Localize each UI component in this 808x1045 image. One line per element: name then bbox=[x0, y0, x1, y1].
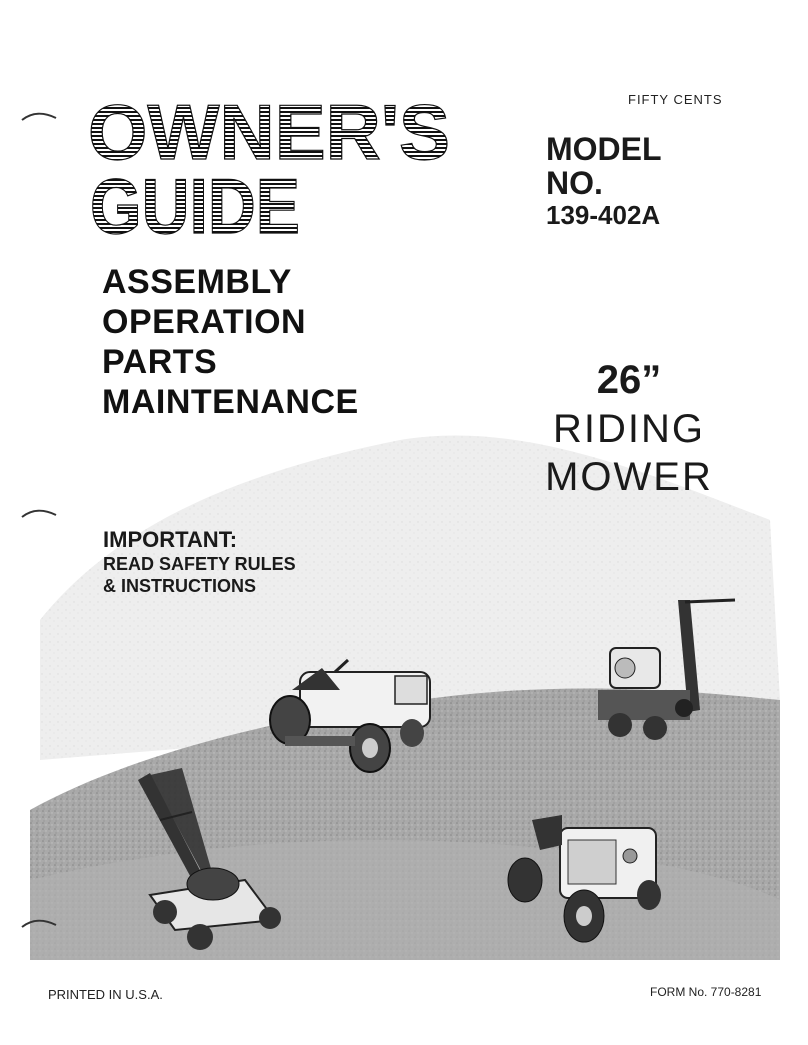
model-label-line-2: NO. bbox=[546, 165, 603, 201]
model-number: 139-402A bbox=[546, 200, 661, 230]
owners-guide-title bbox=[88, 95, 458, 240]
contents-item: OPERATION bbox=[102, 303, 307, 341]
model-label bbox=[546, 132, 662, 200]
product-line-2: MOWER bbox=[545, 455, 713, 499]
important-notice bbox=[103, 527, 296, 597]
product-line-1: RIDING bbox=[553, 407, 705, 451]
title-line-2: GUIDE bbox=[90, 162, 300, 240]
important-line-1: READ SAFETY RULES bbox=[103, 554, 296, 574]
contents-item: PARTS bbox=[102, 343, 218, 381]
contents-list bbox=[102, 262, 359, 422]
product-title bbox=[520, 355, 738, 501]
binder-mark-top bbox=[0, 108, 60, 128]
title-line-1: OWNER'S bbox=[88, 95, 450, 176]
price-label: FIFTY CENTS bbox=[628, 92, 723, 107]
important-line-2: & INSTRUCTIONS bbox=[103, 576, 256, 596]
important-heading: IMPORTANT: bbox=[103, 527, 238, 552]
contents-item: ASSEMBLY bbox=[102, 263, 292, 301]
binder-mark-bottom bbox=[0, 915, 60, 935]
binder-mark-middle bbox=[0, 505, 60, 525]
contents-item: MAINTENANCE bbox=[102, 383, 359, 421]
form-number: FORM No. 770-8281 bbox=[650, 985, 762, 999]
printed-in-label: PRINTED IN U.S.A. bbox=[48, 987, 163, 1002]
product-size: 26” bbox=[596, 358, 662, 402]
model-label-line-1: MODEL bbox=[546, 131, 662, 167]
